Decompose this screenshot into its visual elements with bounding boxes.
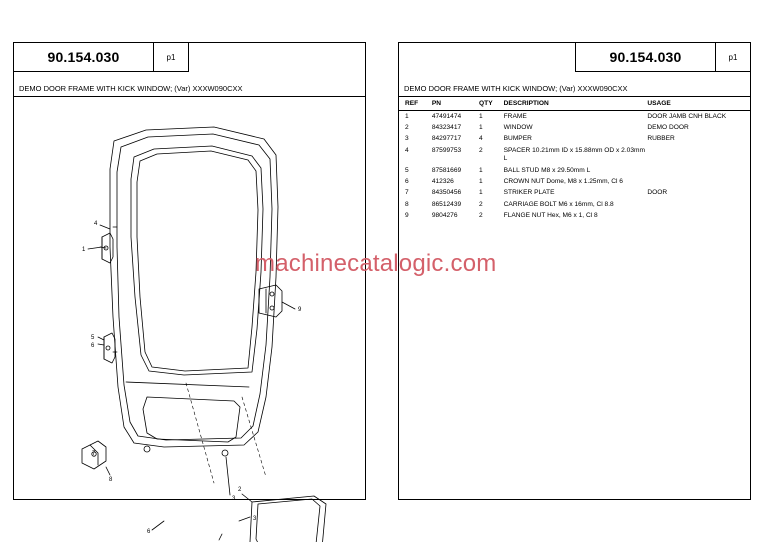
cell-usage	[647, 176, 750, 187]
cell-desc: CARRIAGE BOLT M6 x 16mm, Cl 8.8	[503, 200, 614, 208]
cell-ref: 7	[405, 189, 409, 197]
cell-desc: BALL STUD M8 x 29.50mm L	[503, 166, 591, 174]
table-row	[399, 199, 750, 210]
cell-qty: 1	[479, 177, 483, 185]
cell-pn: 86512439	[431, 200, 462, 208]
cell-usage: DOOR JAMB CNH BLACK	[647, 112, 727, 120]
cell-qty: 1	[479, 189, 483, 197]
svg-text:6: 6	[147, 529, 151, 535]
door-assembly-drawing	[14, 97, 365, 535]
cell-qty: 2	[479, 200, 483, 208]
left-code-box	[13, 42, 189, 72]
table-row	[399, 165, 750, 176]
svg-text:2: 2	[238, 487, 242, 493]
cell-pn: 9804276	[431, 212, 458, 220]
cell-usage: DOOR	[647, 189, 668, 197]
svg-text:3: 3	[253, 516, 257, 522]
table-row	[399, 134, 750, 145]
table-row	[399, 188, 750, 199]
parts-table-area	[398, 97, 751, 500]
left-part-code: 90.154.030	[47, 49, 120, 65]
cell-ref: 9	[405, 212, 409, 220]
cell-desc: STRIKER PLATE	[503, 189, 555, 197]
right-title-text: DEMO DOOR FRAME WITH KICK WINDOW; (Var) XXXW090CXX	[404, 83, 628, 93]
table-row	[399, 111, 750, 123]
cell-pn: 87599753	[431, 146, 462, 154]
cell-pn: 412326	[431, 177, 454, 185]
svg-text:5: 5	[91, 335, 95, 341]
cell-ref: 6	[405, 177, 409, 185]
cell-ref: 4	[405, 146, 409, 154]
cell-pn: 87581669	[431, 166, 462, 174]
watermark: machinecatalogic.com	[255, 250, 497, 277]
cell-ref: 3	[405, 135, 409, 143]
drawing-area	[13, 97, 366, 535]
svg-text:9: 9	[298, 307, 302, 313]
cell-qty: 1	[479, 124, 483, 132]
header-qty: QTY	[479, 97, 504, 111]
header-description: DESCRIPTION	[504, 97, 648, 111]
cell-desc: FLANGE NUT Hex, M6 x 1, Cl 8	[503, 212, 598, 220]
parts-table-body	[399, 111, 750, 223]
cell-usage: RUBBER	[647, 135, 675, 143]
cell-usage	[647, 145, 750, 165]
left-title-row	[13, 80, 366, 97]
svg-text:4: 4	[94, 221, 98, 227]
cell-usage	[647, 199, 750, 210]
cell-usage	[647, 165, 750, 176]
table-row	[399, 176, 750, 187]
cell-desc: SPACER 10.21mm ID x 15.88mm OD x 2.03mm L	[503, 146, 645, 163]
cell-desc: FRAME	[503, 112, 527, 120]
svg-text:3: 3	[232, 496, 236, 502]
parts-table	[399, 97, 750, 222]
svg-text:1: 1	[82, 247, 86, 253]
cell-ref: 2	[405, 124, 409, 132]
cell-pn: 84350456	[431, 189, 462, 197]
cell-qty: 1	[479, 166, 483, 174]
right-title-row	[398, 80, 751, 97]
cell-qty: 2	[479, 146, 483, 154]
cell-ref: 5	[405, 166, 409, 174]
cell-ref: 1	[405, 112, 409, 120]
svg-text:7: 7	[92, 451, 96, 457]
cell-usage: DEMO DOOR	[647, 124, 689, 132]
cell-desc: WINDOW	[503, 124, 533, 132]
right-page-label: p1	[715, 43, 750, 71]
cell-pn: 84323417	[431, 124, 462, 132]
parts-table-header-row	[399, 97, 750, 111]
cell-ref: 8	[405, 200, 409, 208]
header-ref: REF	[399, 97, 432, 111]
left-title-text: DEMO DOOR FRAME WITH KICK WINDOW; (Var) XXXW090CXX	[19, 83, 243, 93]
cell-usage	[647, 211, 750, 222]
table-row	[399, 211, 750, 222]
header-usage: USAGE	[647, 97, 750, 111]
cell-pn: 47491474	[431, 112, 462, 120]
cell-qty: 1	[479, 112, 483, 120]
table-row	[399, 122, 750, 133]
table-row	[399, 145, 750, 165]
cell-desc: BUMPER	[503, 135, 532, 143]
cell-qty: 2	[479, 212, 483, 220]
header-pn: PN	[432, 97, 479, 111]
svg-text:6: 6	[91, 343, 95, 349]
right-part-code: 90.154.030	[609, 49, 682, 65]
cell-desc: CROWN NUT Dome, M8 x 1.25mm, Cl 6	[503, 177, 623, 185]
cell-qty: 4	[479, 135, 483, 143]
right-code-box	[575, 42, 751, 72]
left-page-label: p1	[153, 43, 188, 71]
cell-pn: 84297717	[431, 135, 462, 143]
svg-text:8: 8	[109, 477, 113, 483]
